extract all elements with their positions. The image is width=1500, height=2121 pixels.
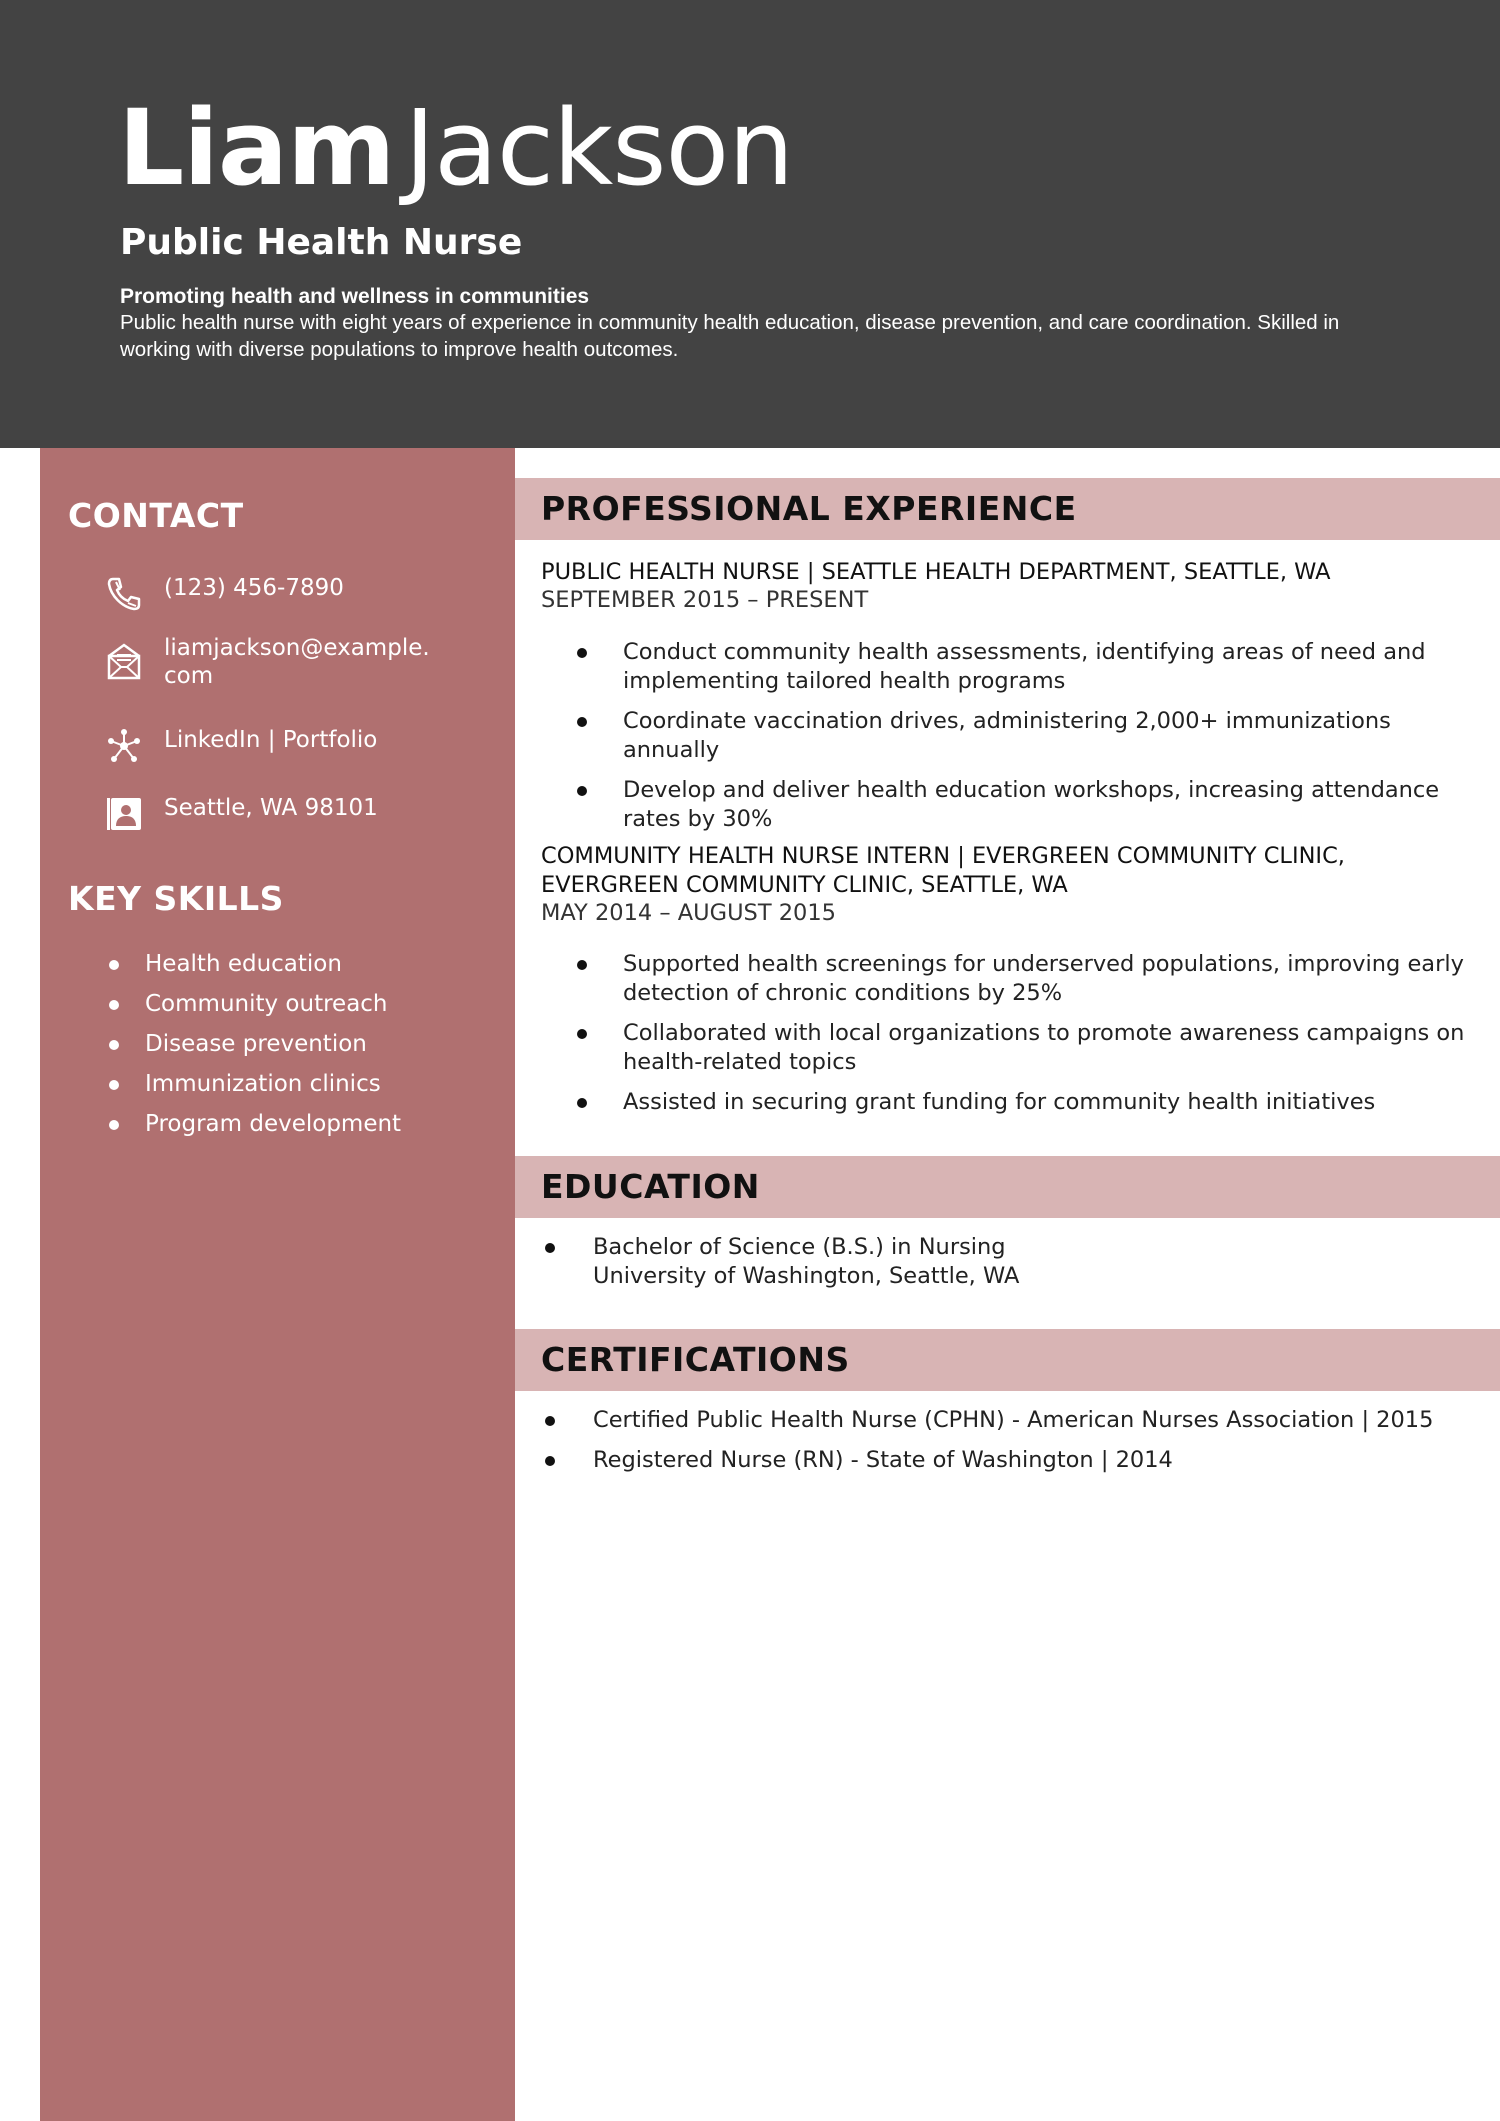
experience-heading: PROFESSIONAL EXPERIENCE (541, 489, 1077, 528)
contact-links-text: LinkedIn | Portfolio (164, 727, 378, 753)
job-bullets (541, 638, 1481, 845)
resume-header (0, 0, 1500, 448)
certification-item: Certified Public Health Nurse (CPHN) - American Nurses Association | 2015 (541, 1406, 1481, 1435)
skill-item: Immunization clinics (105, 1070, 401, 1110)
bullet-item: Coordinate vaccination drives, administering 2,000+ immunizations annually (541, 707, 1481, 765)
bullet-item: Develop and deliver health education workshops, increasing attendance rates by 30% (541, 776, 1481, 834)
job-dates: SEPTEMBER 2015 – PRESENT (541, 587, 869, 613)
bullet-item: Collaborated with local organizations to promote awareness campaigns on health-related topics (541, 1019, 1481, 1077)
certifications-section-header (515, 1329, 1500, 1391)
job-title: COMMUNITY HEALTH NURSE INTERN | EVERGREEN COMMUNITY CLINIC, EVERGREEN COMMUNITY CLINIC, SEATTLE, WA (541, 843, 1345, 898)
contact-address-text: Seattle, WA 98101 (164, 795, 378, 821)
job-role: Public Health Nurse (120, 222, 523, 263)
education-item (541, 1233, 1481, 1291)
candidate-name (118, 88, 793, 208)
certifications-heading: CERTIFICATIONS (541, 1340, 850, 1379)
tagline: Promoting health and wellness in communities (120, 285, 590, 308)
last-name: Jackson (404, 87, 794, 209)
address-card-icon (104, 794, 144, 834)
job-title: PUBLIC HEALTH NURSE | SEATTLE HEALTH DEPARTMENT, SEATTLE, WA (541, 559, 1331, 585)
skills-heading: KEY SKILLS (68, 879, 284, 918)
bullet-item: Supported health screenings for underserved populations, improving early detection of chronic conditions by 25% (541, 950, 1481, 1008)
main-content (515, 448, 1500, 2121)
education-section-header (515, 1156, 1500, 1218)
experience-section-header (515, 478, 1500, 540)
contact-email-text: liamjackson@example. com (164, 635, 430, 689)
degree: Bachelor of Science (B.S.) in Nursing (593, 1234, 1006, 1260)
email-icon (104, 642, 144, 682)
skills-list (105, 950, 401, 1150)
certifications-list (541, 1406, 1481, 1486)
skill-item: Community outreach (105, 990, 401, 1030)
job-bullets (541, 950, 1481, 1128)
contact-phone-text: (123) 456-7890 (164, 575, 344, 601)
certification-item: Registered Nurse (RN) - State of Washington | 2014 (541, 1446, 1481, 1475)
skill-item: Program development (105, 1110, 401, 1150)
job-dates: MAY 2014 – AUGUST 2015 (541, 900, 836, 926)
contact-heading: CONTACT (68, 496, 244, 535)
education-list (541, 1233, 1481, 1302)
phone-icon (104, 574, 144, 614)
bullet-item: Conduct community health assessments, identifying areas of need and implementing tailored health programs (541, 638, 1481, 696)
skill-item: Disease prevention (105, 1030, 401, 1070)
school: University of Washington, Seattle, WA (593, 1263, 1020, 1289)
sidebar (40, 448, 515, 2121)
bullet-item: Assisted in securing grant funding for community health initiatives (541, 1088, 1481, 1117)
skill-item: Health education (105, 950, 401, 990)
first-name: Liam (118, 87, 395, 209)
network-icon (104, 726, 144, 766)
profile-summary: Public health nurse with eight years of experience in community health education, disease prevention, and care coordination. Skilled in working with diverse populations to improve health outcomes. (120, 311, 1340, 361)
education-heading: EDUCATION (541, 1167, 760, 1206)
